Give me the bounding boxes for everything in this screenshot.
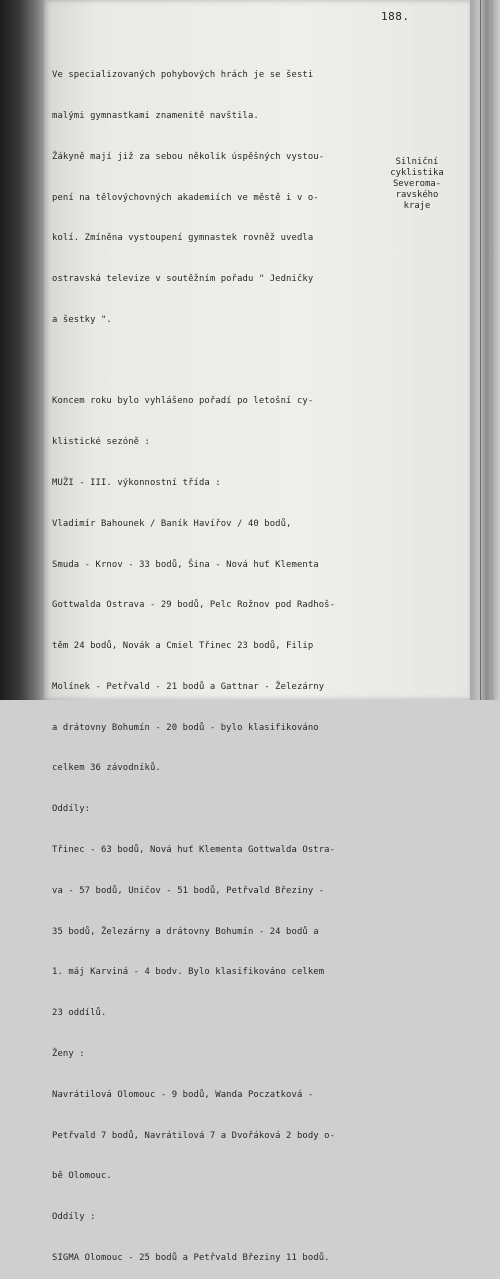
text-line: Smuda - Krnov - 33 bodů, Šina - Nová huť Klementa — [52, 559, 319, 570]
text-line: celkem 36 závodníků. — [52, 763, 161, 774]
book-binding-shadow — [0, 0, 50, 700]
margin-note — [369, 157, 465, 212]
text-line: va - 57 bodů, Uničov - 51 bodů, Petřvald Březiny - — [52, 885, 325, 896]
text-line: a šestky ". — [52, 314, 112, 325]
margin-note-line: Severoma- — [392, 179, 442, 189]
text-line: malými gymnastkami znamenitě navštila. — [52, 110, 259, 121]
page-number: 188. — [381, 10, 410, 23]
text-line: Ženy : — [52, 1048, 85, 1059]
text-line: Navrátilová Olomouc - 9 bodů, Wanda Poczatková - — [52, 1089, 314, 1100]
text-line: bě Olomouc. — [52, 1171, 112, 1182]
text-line: MUŽI - III. výkonnostní třída : — [52, 478, 227, 488]
text-line: Petřvald 7 bodů, Navrátilová 7 a Dvořáková 2 body o- — [52, 1130, 336, 1141]
text-line: kolí. Zmíněna vystoupení gymnastek rovněž uvedla — [52, 233, 314, 244]
text-line: SIGMA Olomouc - 25 bodů a Petřvald Březiny 11 bodů. — [52, 1252, 330, 1263]
text-line: Oddíly : — [52, 1212, 96, 1223]
text-line: 23 oddílů. — [52, 1008, 107, 1019]
text-line: klistické sezóně : — [52, 437, 150, 448]
text-line: Gottwalda Ostrava - 29 bodů, Pelc Rožnov pod Radhoš- — [52, 600, 336, 611]
text-line: těm 24 bodů, Novák a Cmiel Třinec 23 bodů, Filip — [52, 641, 314, 652]
body-text — [52, 42, 378, 1279]
page-stack-edge — [470, 0, 500, 700]
text-line: Vladimír Bahounek / Baník Havířov / 40 bodů, — [52, 518, 292, 529]
margin-note-line: ravského — [395, 190, 439, 200]
text-line: a drátovny Bohumín - 20 bodů - bylo klasifikováno — [52, 722, 319, 733]
text-line: Žákyně mají již za sebou několik úspěšných vystou- — [52, 151, 325, 162]
text-line: Ve specializovaných pohybových hrách je se šesti — [52, 70, 314, 81]
margin-note-line: kraje — [403, 201, 431, 211]
paragraph-gap — [52, 355, 378, 369]
text-line: ostravská televize v soutěžním pořadu " Jedničky — [52, 274, 314, 285]
text-line: Oddíly: — [52, 804, 91, 815]
text-line: Koncem roku bylo vyhlášeno pořadí po letošní cy- — [52, 396, 314, 407]
text-line: 1. máj Karviná - 4 bodv. Bylo klasifikováno celkem — [52, 967, 325, 978]
margin-note-line: Silniční — [395, 157, 439, 167]
text-line: Třinec - 63 bodů, Nová huť Klementa Gottwalda Ostra- — [52, 845, 336, 856]
text-line: pení na tělovýchovných akademiích ve městě i v o- — [52, 192, 319, 203]
text-line: Molínek - Petřvald - 21 bodů a Gattnar - Železárny — [52, 681, 325, 692]
margin-note-line: cyklistika — [390, 168, 444, 178]
text-line: 35 bodů, Železárny a drátovny Bohumín - 24 bodů a — [52, 926, 319, 937]
